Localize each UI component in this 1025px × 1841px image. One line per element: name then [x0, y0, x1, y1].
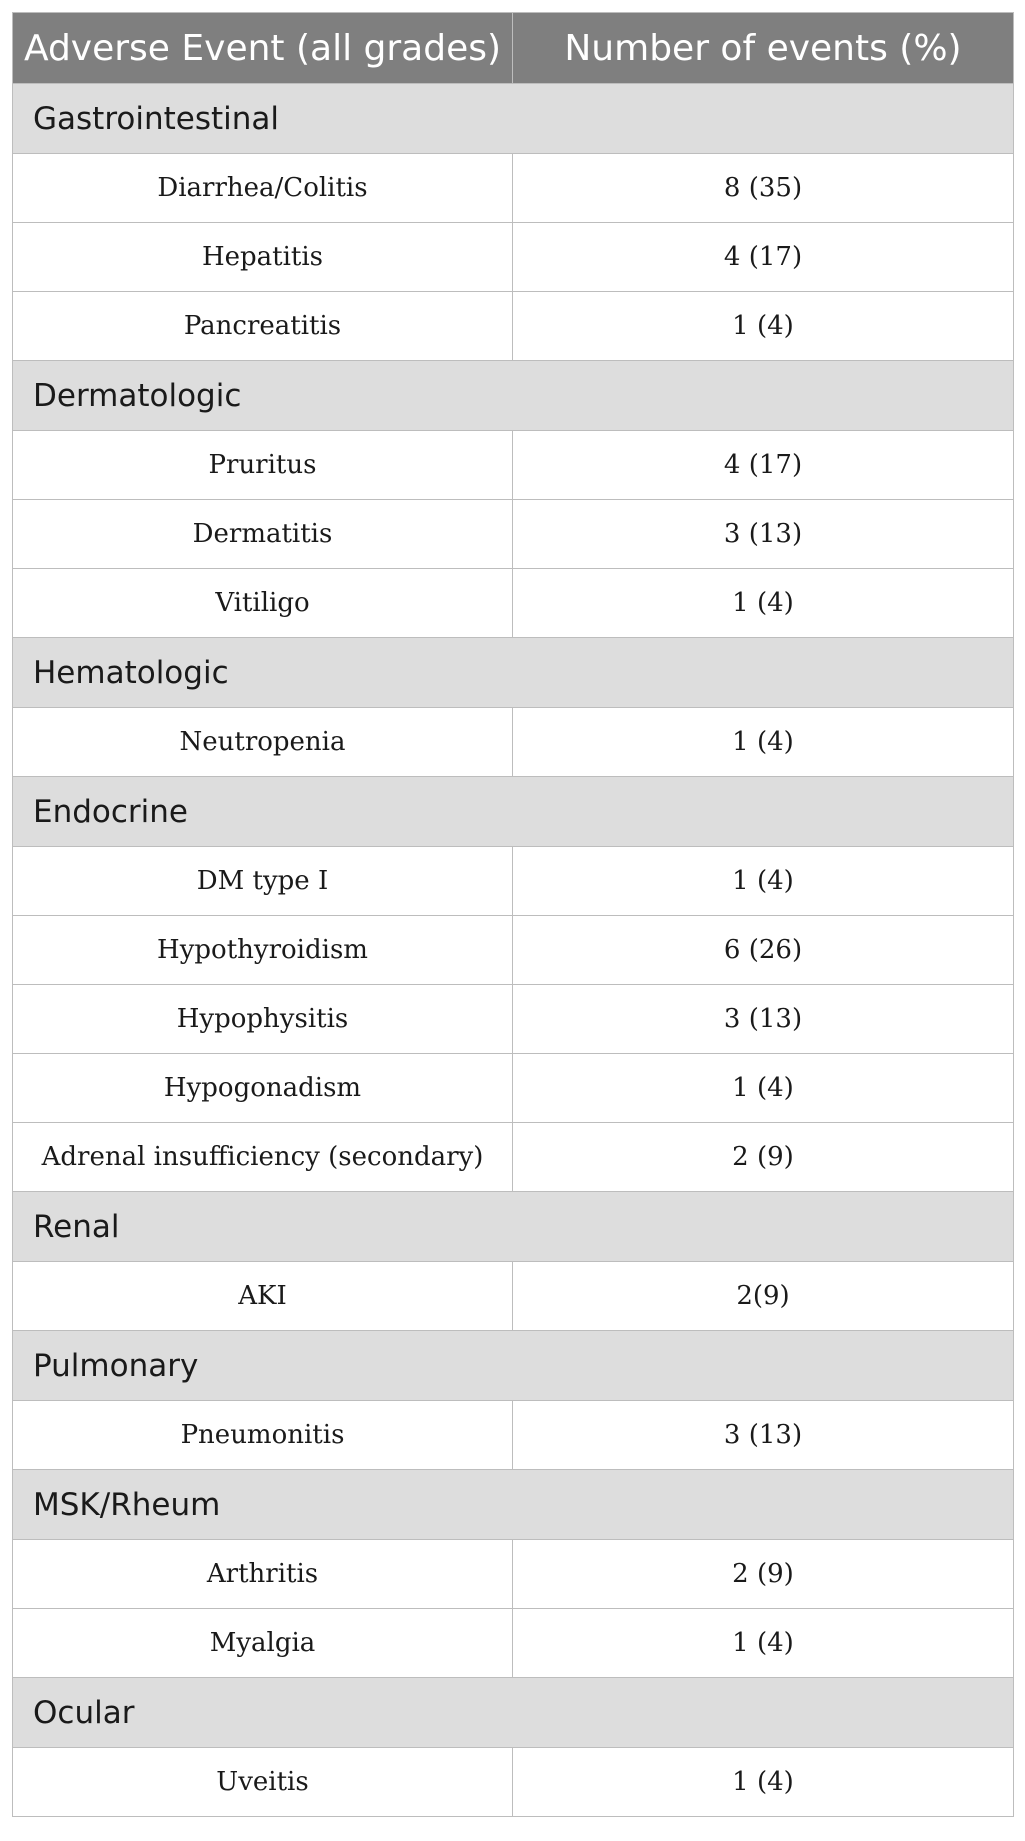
- category-label: Renal: [13, 1192, 1014, 1262]
- adverse-event-cell: Arthritis: [13, 1540, 513, 1609]
- category-row: [13, 84, 1014, 154]
- table-row: [13, 708, 1014, 777]
- category-label: Hematologic: [13, 638, 1014, 708]
- event-count-cell: 3 (13): [513, 1401, 1014, 1470]
- category-label: Gastrointestinal: [13, 84, 1014, 154]
- adverse-event-cell: Hypophysitis: [13, 985, 513, 1054]
- adverse-event-cell: Adrenal insufficiency (secondary): [13, 1123, 513, 1192]
- event-count-cell: 1 (4): [513, 1609, 1014, 1678]
- header-row: [13, 13, 1014, 84]
- adverse-event-cell: Myalgia: [13, 1609, 513, 1678]
- table-row: [13, 1401, 1014, 1470]
- adverse-event-cell: Hypogonadism: [13, 1054, 513, 1123]
- table-row: [13, 1609, 1014, 1678]
- table-row: [13, 569, 1014, 638]
- category-row: [13, 1331, 1014, 1401]
- adverse-event-cell: DM type I: [13, 847, 513, 916]
- adverse-event-cell: Dermatitis: [13, 500, 513, 569]
- category-row: [13, 638, 1014, 708]
- event-count-cell: 8 (35): [513, 154, 1014, 223]
- adverse-event-cell: Uveitis: [13, 1748, 513, 1817]
- table-row: [13, 154, 1014, 223]
- table-row: [13, 1748, 1014, 1817]
- table-row: [13, 1540, 1014, 1609]
- event-count-cell: 1 (4): [513, 708, 1014, 777]
- category-row: [13, 1192, 1014, 1262]
- event-count-cell: 1 (4): [513, 569, 1014, 638]
- adverse-event-cell: Diarrhea/Colitis: [13, 154, 513, 223]
- table-row: [13, 223, 1014, 292]
- event-count-cell: 1 (4): [513, 292, 1014, 361]
- category-label: Pulmonary: [13, 1331, 1014, 1401]
- category-label: Endocrine: [13, 777, 1014, 847]
- table-row: [13, 1123, 1014, 1192]
- column-header-adverse-event: Adverse Event (all grades): [13, 13, 513, 84]
- event-count-cell: 1 (4): [513, 847, 1014, 916]
- event-count-cell: 1 (4): [513, 1748, 1014, 1817]
- category-label: MSK/Rheum: [13, 1470, 1014, 1540]
- table-body: [13, 84, 1014, 1817]
- event-count-cell: 1 (4): [513, 1054, 1014, 1123]
- table-row: [13, 916, 1014, 985]
- event-count-cell: 3 (13): [513, 500, 1014, 569]
- event-count-cell: 2(9): [513, 1262, 1014, 1331]
- event-count-cell: 4 (17): [513, 223, 1014, 292]
- event-count-cell: 3 (13): [513, 985, 1014, 1054]
- category-row: [13, 1678, 1014, 1748]
- adverse-events-table: [12, 12, 1014, 1817]
- column-header-number-of-events: Number of events (%): [513, 13, 1014, 84]
- category-row: [13, 1470, 1014, 1540]
- adverse-event-cell: Neutropenia: [13, 708, 513, 777]
- event-count-cell: 4 (17): [513, 431, 1014, 500]
- adverse-event-cell: Pruritus: [13, 431, 513, 500]
- adverse-event-cell: Hepatitis: [13, 223, 513, 292]
- table-row: [13, 985, 1014, 1054]
- table-row: [13, 292, 1014, 361]
- adverse-event-cell: Vitiligo: [13, 569, 513, 638]
- category-row: [13, 361, 1014, 431]
- table-row: [13, 1054, 1014, 1123]
- table-row: [13, 1262, 1014, 1331]
- adverse-event-cell: AKI: [13, 1262, 513, 1331]
- adverse-event-cell: Pneumonitis: [13, 1401, 513, 1470]
- adverse-event-cell: Pancreatitis: [13, 292, 513, 361]
- table-row: [13, 847, 1014, 916]
- adverse-event-cell: Hypothyroidism: [13, 916, 513, 985]
- table-row: [13, 431, 1014, 500]
- category-label: Ocular: [13, 1678, 1014, 1748]
- category-label: Dermatologic: [13, 361, 1014, 431]
- event-count-cell: 2 (9): [513, 1540, 1014, 1609]
- event-count-cell: 2 (9): [513, 1123, 1014, 1192]
- table-row: [13, 500, 1014, 569]
- category-row: [13, 777, 1014, 847]
- event-count-cell: 6 (26): [513, 916, 1014, 985]
